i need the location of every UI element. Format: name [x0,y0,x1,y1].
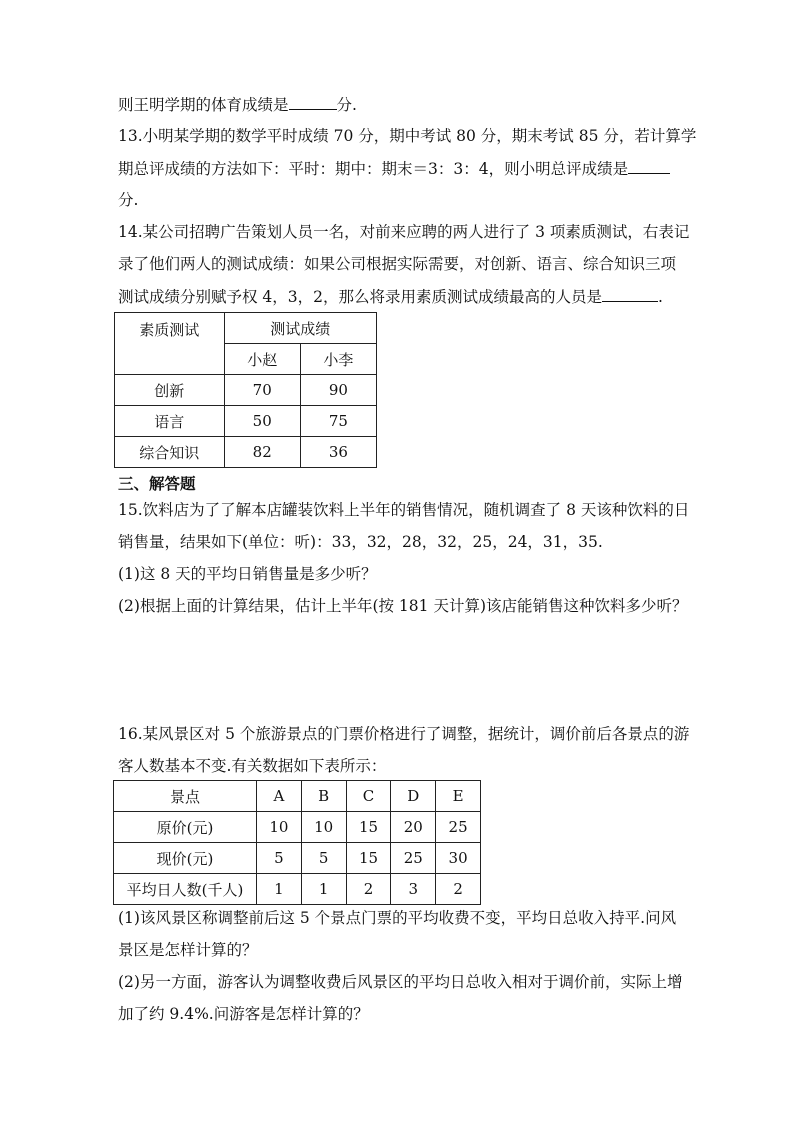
cell: 90 [300,375,376,406]
cell: A [257,781,302,812]
cell: 82 [224,437,300,468]
cell: 10 [301,812,346,843]
q13-line-2 [118,158,670,179]
cell: 50 [224,406,300,437]
table-row [115,437,377,468]
q14-line-1: 14.某公司招聘广告策划人员一名，对前来应聘的两人进行了 3 项素质测试，右表记 [118,223,690,241]
cell: 语言 [115,406,225,437]
cell: 5 [301,843,346,874]
q15-line-1: 15.饮料店为了了解本店罐装饮料上半年的销售情况，随机调查了 8 天该种饮料的日 [118,501,690,519]
cell: 创新 [115,375,225,406]
cell: C [346,781,391,812]
q15-line-2: 销售量，结果如下(单位：听)：33，32，28，32，25，24，31，35. [118,533,603,551]
scenic-spot-table [113,780,481,905]
text: 测试成绩分别赋予权 4，3，2，那么将录用素质测试成绩最高的人员是 [118,288,603,306]
q16-line-2: 客人数基本不变.有关数据如下表所示： [118,757,387,775]
line-prev-question-end [118,94,357,115]
header-quality-test: 素质测试 [115,313,225,375]
cell: 25 [436,812,481,843]
q16-part-2-line-2: 加了约 9.4%.问游客是怎样计算的？ [118,1005,369,1023]
text: 分. [336,96,357,114]
cell: 现价(元) [114,843,257,874]
cell: 15 [346,812,391,843]
cell: D [391,781,436,812]
cell: 平均日人数(千人) [114,874,257,905]
cell: 36 [300,437,376,468]
cell: 3 [391,874,436,905]
cell: 15 [346,843,391,874]
header-xiaozhao: 小赵 [224,344,300,375]
q16-part-2-line-1: (2)另一方面，游客认为调整收费后风景区的平均日总收入相对于调价前，实际上增 [118,973,683,991]
text: 期总评成绩的方法如下：平时：期中：期末＝3：3：4，则小明总评成绩是 [118,160,629,178]
quality-test-table [114,312,377,468]
table-row [115,406,377,437]
answer-blank [602,286,658,302]
q16-part-1-line-1: (1)该风景区称调整前后这 5 个景点门票的平均收费不变，平均日总收入持平.问风 [118,909,677,927]
table-row [114,812,481,843]
answer-blank [289,94,337,110]
table-row [114,843,481,874]
answer-blank [628,158,670,174]
q14-line-3 [118,286,663,307]
header-xiaoli: 小李 [300,344,376,375]
section-heading: 三、解答题 [118,475,196,493]
q15-part-2: (2)根据上面的计算结果，估计上半年(按 181 天计算)该店能销售这种饮料多少听？ [118,597,688,615]
q15-part-1: (1)这 8 天的平均日销售量是多少听？ [118,565,377,583]
table-row [114,874,481,905]
cell: E [436,781,481,812]
cell: B [301,781,346,812]
text: 则王明学期的体育成绩是 [118,96,289,114]
cell: 75 [300,406,376,437]
cell: 2 [346,874,391,905]
q14-line-2: 录了他们两人的测试成绩：如果公司根据实际需要，对创新、语言、综合知识三项 [118,255,677,273]
cell: 2 [436,874,481,905]
q13-line-1: 13.小明某学期的数学平时成绩 70 分，期中考试 80 分，期末考试 85 分，若计算学 [118,127,697,145]
table-row [115,375,377,406]
q13-line-3: 分. [118,191,139,209]
text: . [658,288,663,306]
cell: 20 [391,812,436,843]
cell: 综合知识 [115,437,225,468]
header-test-score: 测试成绩 [224,313,376,344]
cell: 1 [301,874,346,905]
cell: 原价(元) [114,812,257,843]
q16-part-1-line-2: 景区是怎样计算的？ [118,941,258,959]
q16-line-1: 16.某风景区对 5 个旅游景点的门票价格进行了调整，据统计，调价前后各景点的游 [118,725,690,743]
cell: 1 [257,874,302,905]
cell: 5 [257,843,302,874]
cell: 30 [436,843,481,874]
cell: 70 [224,375,300,406]
cell: 景点 [114,781,257,812]
table-row [114,781,481,812]
cell: 10 [257,812,302,843]
cell: 25 [391,843,436,874]
